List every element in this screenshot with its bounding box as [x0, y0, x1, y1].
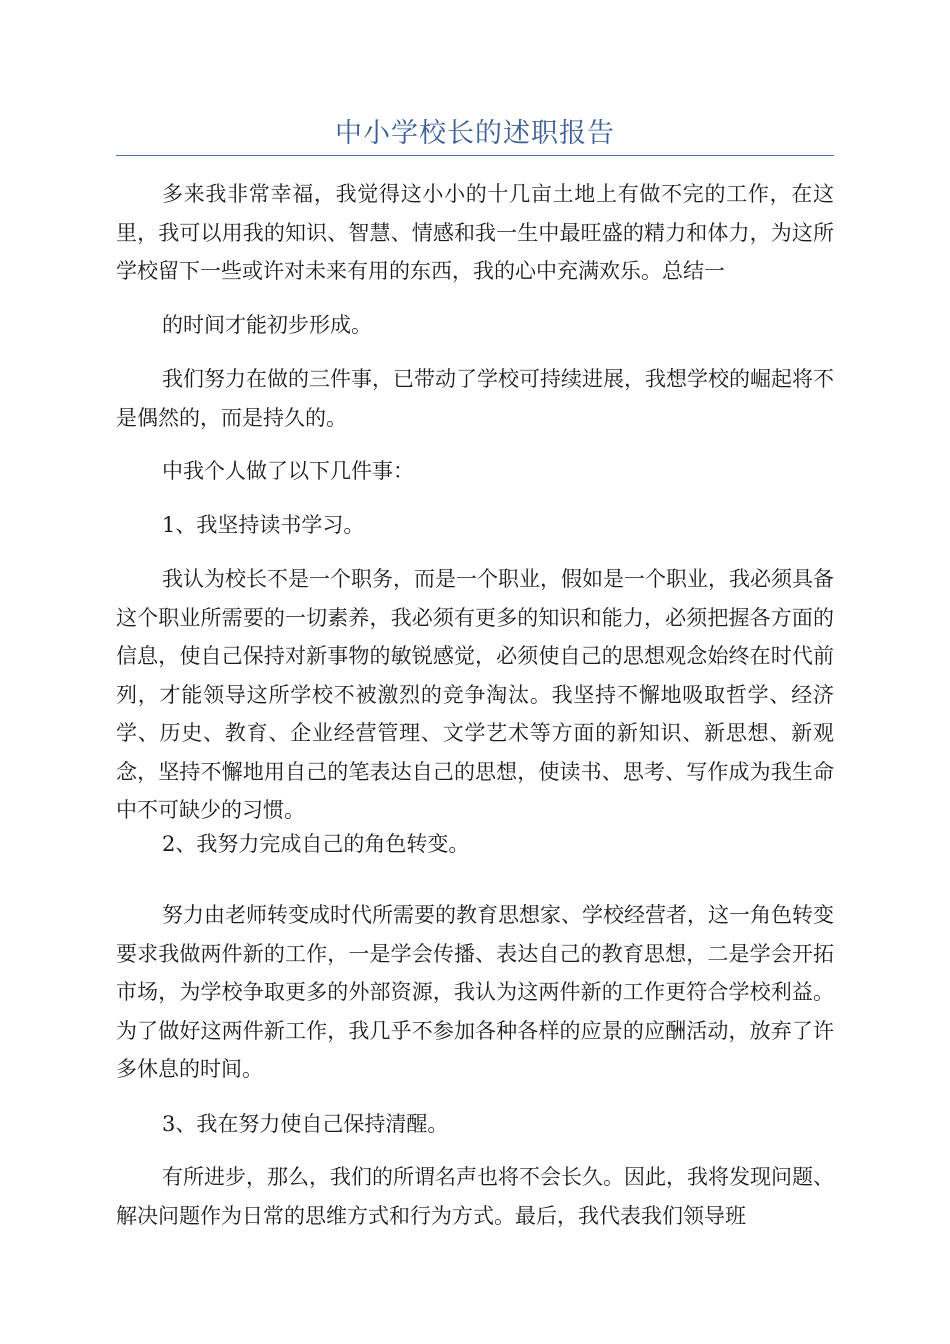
paragraph-intro: 多来我非常幸福，我觉得这小小的十几亩土地上有做不完的工作，在这里，我可以用我的知识、智慧、情感和我一生中最旺盛的精力和体力，为这所学校留下一些或许对未来有用的东西，我的心中充满欢乐。总结一	[116, 182, 834, 283]
heading-item-3: 3、我在努力使自己保持清醒。	[162, 1112, 449, 1136]
paragraph-continuation: 的时间才能初步形成。	[162, 313, 372, 337]
paragraph-item-2-body: 努力由老师转变成时代所需要的教育思想家、学校经营者，这一角色转变要求我做两件新的工作，一是学会传播、表达自己的教育思想，二是学会开拓市场，为学校争取更多的外部资源，我认为这两件新的工作更符合学校利益。为了做好这两件新工作，我几乎不参加各种各样的应景的应酬活动，放弃了许多休息的时间。	[116, 903, 834, 1081]
paragraph-item-3-body: 有所进步，那么，我们的所谓名声也将不会长久。因此，我将发现问题、解决问题作为日常的思维方式和行为方式。最后，我代表我们领导班	[116, 1165, 834, 1228]
paragraph-personal-work: 中我个人做了以下几件事：	[162, 459, 414, 483]
paragraph-item-1-body: 我认为校长不是一个职务，而是一个职业，假如是一个职业，我必须具备这个职业所需要的一切素养，我必须有更多的知识和能力，必须把握各方面的信息，使自己保持对新事物的敏锐感觉，必须使自己的思想观念始终在时代前列，才能领导这所学校不被激烈的竞争淘汰。我坚持不懈地吸取哲学、经济学、历史、教育、企业经营管理、文学艺术等方面的新知识、新思想、新观念，坚持不懈地用自己的笔表达自己的思想，使读书、思考、写作成为我生命中不可缺少的习惯。	[116, 567, 834, 822]
paragraph-three-things: 我们努力在做的三件事，已带动了学校可持续进展，我想学校的崛起将不是偶然的，而是持久的。	[116, 367, 834, 430]
heading-item-1: 1、我坚持读书学习。	[162, 513, 365, 537]
document-title: 中小学校长的述职报告	[335, 118, 615, 149]
heading-item-2: 2、我努力完成自己的角色转变。	[162, 832, 470, 856]
title-underline	[116, 155, 834, 156]
